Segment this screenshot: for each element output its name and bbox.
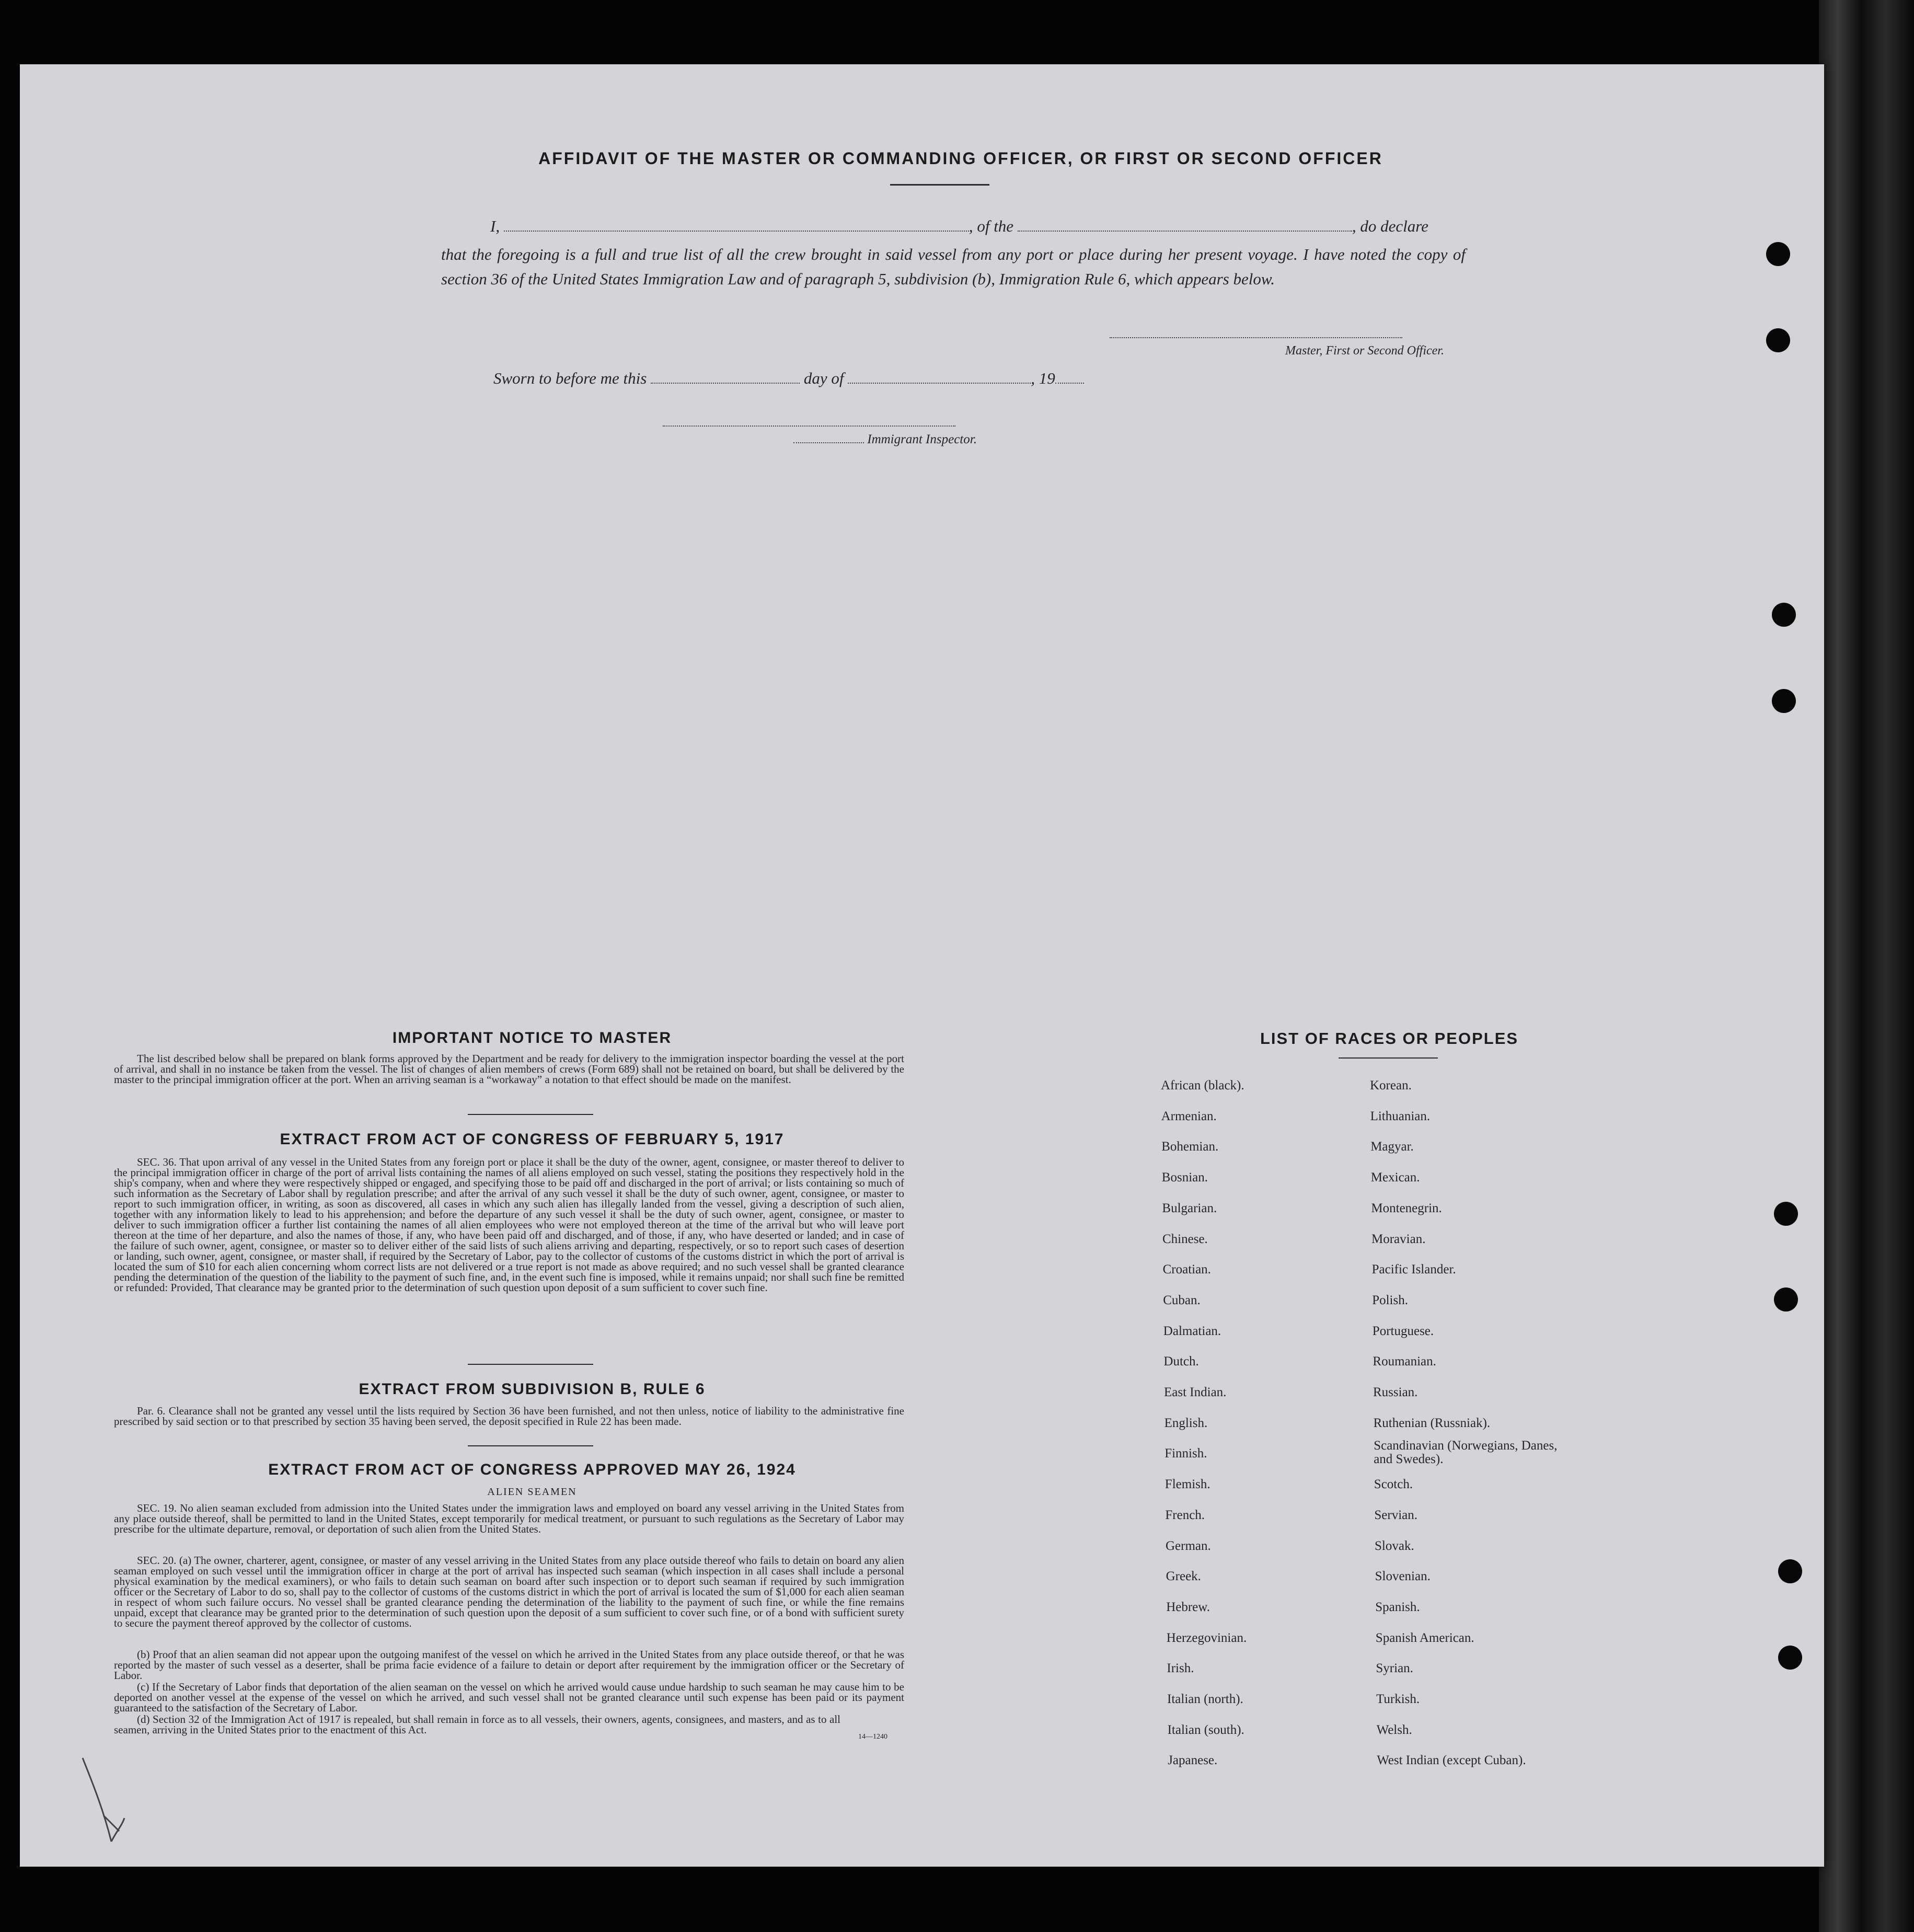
alien-seamen-subtitle: ALIEN SEAMEN — [487, 1486, 577, 1498]
race-item: Montenegrin. — [1371, 1201, 1442, 1215]
race-item: West Indian (except Cuban). — [1377, 1753, 1526, 1768]
sworn-year-prefix: , 19 — [1031, 369, 1055, 387]
race-item: Moravian. — [1371, 1232, 1426, 1246]
sworn-year-field[interactable] — [1055, 372, 1084, 384]
race-item: Pacific Islander. — [1371, 1262, 1456, 1277]
race-item: Magyar. — [1370, 1140, 1414, 1154]
extract-1924-sec20a: SEC. 20. (a) The owner, charterer, agent, consignee, or master of any vessel arriving in the United States from any place outside thereof who fails to detain on board any alien seaman employed on such vessel until the immigration officer in charge at the port of arrival has inspected such seaman (which inspection in all cases shall include a personal physical examination by the medical examiners), or who fails to detain such seaman on board after such inspection or to deport such seaman if required by such immigration officer or the Secretary of Labor to do so, shall pay to the collector of customs of the customs district in which the port of arrival is located the sum of $1,000 for each alien seaman in respect of whom such failure occurs. No vessel shall be granted clearance pending the determination of the liability to the payment of such fine, or while the fine remains unpaid, except that clearance may be granted prior to the determination of such question upon the deposit of a sum sufficient to cover such fine, or of a bond with sufficient surety to secure the payment thereof approved by the collector of customs. — [114, 1554, 904, 1629]
notice-body: The list described below shall be prepared on blank forms approved by the Department and be ready for delivery to the immigration inspector boarding the vessel at the port of arrival, and shall in no instance be taken from the vessel. The list of changes of alien members of crews (Form 689) shall not be retained on board, but shall be delivered by the master to the principal immigration officer at the port. When an arriving seaman is a “workaway” a notation to that effect should be made on the manifest. — [114, 1052, 904, 1086]
sworn-month-field[interactable] — [848, 372, 1031, 384]
extract-rule6-title: EXTRACT FROM SUBDIVISION B, RULE 6 — [359, 1381, 706, 1398]
inspector-label: Immigrant Inspector. — [867, 432, 977, 446]
punch-hole — [1772, 689, 1796, 713]
inspector-signature-line[interactable] — [663, 426, 955, 427]
race-item: Slovenian. — [1375, 1569, 1431, 1584]
race-item: Mexican. — [1370, 1170, 1420, 1185]
extract-1924-sec20d: (d) Section 32 of the Immigration Act of 1917 is repealed, but shall remain in force as to all vessels, their owners, agents, consignees, and masters, and as to all seamen, arriving in the United States prior to the enactment of this Act. — [114, 1713, 840, 1736]
affidavit-declaration-line — [490, 217, 1483, 236]
race-item: Welsh. — [1376, 1722, 1412, 1737]
race-item: East Indian. — [1164, 1385, 1227, 1399]
section-divider — [468, 1364, 593, 1365]
race-item: English. — [1164, 1416, 1208, 1430]
race-item: Hebrew. — [1166, 1600, 1210, 1614]
race-item: Croatian. — [1162, 1262, 1211, 1277]
race-item: Servian. — [1374, 1508, 1418, 1522]
race-item: Italian (south). — [1167, 1722, 1244, 1737]
extract-1924-sec20b: (b) Proof that an alien seaman did not appear upon the outgoing manifest of the vessel on which he arrived in the United States from any place outside thereof, or that he was reported by the master of such vessel as a deserter, shall be prima facie evidence of a failure to detain or deport after requirement by the immigration officer or the Secretary of Labor. — [114, 1648, 904, 1682]
manifest-page — [20, 64, 1824, 1867]
punch-hole — [1772, 603, 1796, 627]
race-item: Syrian. — [1376, 1661, 1413, 1676]
race-item: Dalmatian. — [1163, 1324, 1221, 1338]
race-item: Spanish American. — [1375, 1630, 1474, 1645]
inspector-label-line — [793, 432, 1055, 447]
race-item: Finnish. — [1164, 1446, 1207, 1461]
race-item: Cuban. — [1163, 1293, 1201, 1307]
race-item: Dutch. — [1163, 1354, 1199, 1369]
form-number: 14—1240 — [858, 1733, 887, 1741]
race-item: Scandinavian (Norwegians, Danes, and Swedes). — [1374, 1439, 1558, 1467]
race-item: Chinese. — [1162, 1232, 1208, 1246]
race-item: Turkish. — [1376, 1692, 1420, 1706]
affidavit-body: that the foregoing is a full and true list of all the crew brought in said vessel from any port or place during her present voyage. I have noted the copy of section 36 of the United States Immigration Law and of paragraph 5, subdivision (b), Immigration Rule 6, which appears below. — [441, 245, 1466, 288]
race-item: Bulgarian. — [1162, 1201, 1217, 1215]
race-item: Ruthenian (Russniak). — [1373, 1416, 1491, 1430]
race-item: Polish. — [1372, 1293, 1408, 1307]
sworn-day-field[interactable] — [651, 372, 800, 384]
section-divider — [468, 1114, 593, 1115]
race-item: Bohemian. — [1161, 1140, 1219, 1154]
notice-title: IMPORTANT NOTICE TO MASTER — [392, 1029, 672, 1046]
inspector-lead-dots — [793, 435, 864, 443]
extract-1924-sec20c: (c) If the Secretary of Labor finds that deportation of the alien seaman on the vessel on which he arrived would cause undue hardship to such seaman he may cause him to be deported on another vessel at the expense of the vessel on which he arrived, and such vessel shall not be granted clearance until such expense has been paid or its payment guaranteed to the satisfaction of the Secretary of Labor. — [114, 1681, 904, 1714]
race-item: Russian. — [1373, 1385, 1418, 1399]
punch-hole — [1766, 328, 1790, 352]
punch-hole — [1778, 1646, 1802, 1670]
handwritten-mark — [72, 1753, 130, 1852]
punch-hole — [1778, 1559, 1802, 1583]
extract-1917-body: SEC. 36. That upon arrival of any vessel in the United States from any foreign port or place it shall be the duty of the owner, agent, consignee, or master thereof to deliver to the principal immigration officer in charge of the port of arrival lists containing the names of all aliens employed on such vessel, stating the positions they respectively hold in the ship's company, when and where they were respectively shipped or engaged, and specifying those to be paid off and discharged in the port of arrival; or lists containing so much of such information as the Secretary of Labor shall by regulation prescribe; and after the arrival of any such vessel it shall be the duty of such owner, agent, consignee, or master to report to such immigration officer, in writing, as soon as discovered, all cases in which any such alien has illegally landed from the vessel, giving a description of such alien, together with any information likely to lead to his apprehension; and before the departure of any such vessel it shall be the duty of such owner, agent, consignee, or master to deliver to such immigration officer a further list containing the names of all alien employees who were not employed thereon at the time of the arrival but who will leave port thereon at the time of her departure, and also the names of those, if any, who have been paid off and discharged, and of those, if any, who have deserted or landed; and in case of the failure of such owner, agent, consignee, or master so to deliver either of the said lists of such aliens arriving and departing, respectively, or so to report such cases of desertion or landing, such owner, agent, consignee, or master shall, if required by the Secretary of Labor, pay to the collector of customs of the customs district in which the port of arrival is located the sum of $10 for each alien concerning whom correct lists are not delivered or a true report is not made as above required; and no such vessel shall be granted clearance pending the determination of the question of the liability to the payment of such fine, and, in the event such fine is imposed, while it remains unpaid; nor shall such fine be remitted or refunded: Provided, That clearance may be granted prior to the determination of such question upon deposit of a sum sufficient to cover such fine. — [114, 1156, 904, 1294]
officer-name-field[interactable] — [504, 220, 969, 232]
race-item: Scotch. — [1374, 1477, 1413, 1492]
title-divider — [890, 184, 989, 186]
races-divider — [1339, 1057, 1438, 1059]
race-item: Flemish. — [1164, 1477, 1210, 1492]
race-item: Spanish. — [1375, 1600, 1420, 1614]
scan-background-edge — [1819, 0, 1914, 1932]
race-item: Roumanian. — [1373, 1354, 1436, 1369]
declaration-i: I, — [490, 217, 500, 235]
master-signature-label: Master, First or Second Officer. — [1285, 344, 1444, 358]
punch-hole — [1774, 1287, 1798, 1312]
punch-hole — [1774, 1202, 1798, 1226]
sworn-day-of: day of — [803, 369, 844, 387]
race-item: Lithuanian. — [1370, 1109, 1431, 1123]
section-divider — [468, 1445, 593, 1446]
race-item: Slovak. — [1375, 1538, 1414, 1553]
affidavit-title: AFFIDAVIT OF THE MASTER OR COMMANDING OFFICER, OR FIRST OR SECOND OFFICER — [538, 149, 1383, 168]
race-item: Bosnian. — [1161, 1170, 1208, 1185]
extract-rule6-body: Par. 6. Clearance shall not be granted any vessel until the lists required by Section 36 have been furnished, and not then unless, notice of liability to the administrative fine prescribed by said section or to that prescribed by section 35 having been served, the deposit specified in Rule 22 has been made. — [114, 1405, 904, 1428]
race-item: Korean. — [1370, 1078, 1412, 1092]
race-item: African (black). — [1161, 1078, 1244, 1092]
race-item: Italian (north). — [1167, 1692, 1243, 1706]
race-item: Portuguese. — [1372, 1324, 1434, 1338]
punch-hole — [1766, 242, 1790, 266]
declaration-of-the: , of the — [968, 217, 1014, 235]
vessel-name-field[interactable] — [1018, 220, 1352, 232]
race-item: Greek. — [1166, 1569, 1201, 1584]
declaration-do-declare: , do declare — [1352, 217, 1428, 235]
race-item: Armenian. — [1161, 1109, 1217, 1123]
race-item: Herzegovinian. — [1166, 1630, 1247, 1645]
race-item: Japanese. — [1168, 1753, 1218, 1768]
race-item: German. — [1166, 1538, 1211, 1553]
sworn-before-me: Sworn to before me this — [493, 369, 647, 387]
race-item: Irish. — [1167, 1661, 1194, 1676]
race-item: French. — [1165, 1508, 1205, 1522]
races-title: LIST OF RACES OR PEOPLES — [1260, 1029, 1519, 1048]
sworn-line — [493, 369, 1277, 388]
extract-1924-sec19: SEC. 19. No alien seaman excluded from admission into the United States under the immigration laws and employed on board any vessel arriving in the United States from any place outside thereof, shall be permitted to land in the United States, except temporarily for medical treatment, or pursuant to such regulations as the Secretary of Labor may prescribe for the ultimate departure, removal, or deportation of such alien from the United States. — [114, 1502, 904, 1535]
extract-1924-title: EXTRACT FROM ACT OF CONGRESS APPROVED MAY 26, 1924 — [268, 1461, 796, 1478]
master-signature-line[interactable] — [1110, 337, 1402, 338]
extract-1917-title: EXTRACT FROM ACT OF CONGRESS OF FEBRUARY 5, 1917 — [280, 1131, 785, 1148]
